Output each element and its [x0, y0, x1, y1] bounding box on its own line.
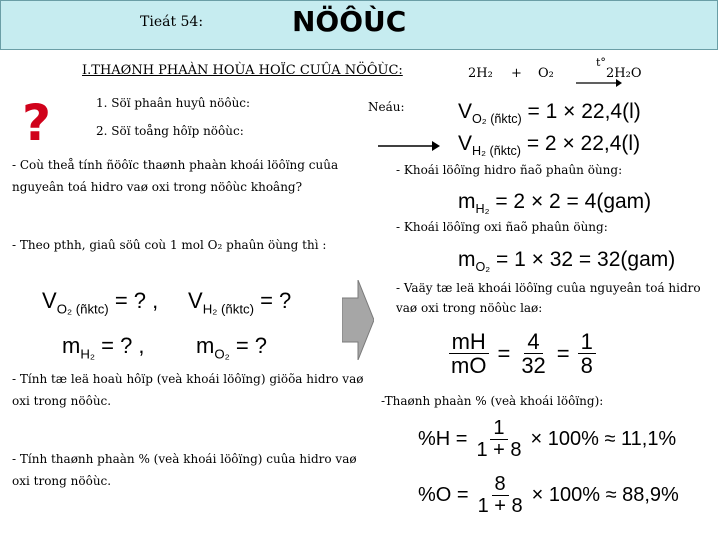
percent-oxygen-calc: %O = $\frac{8}{1 + 8}$ × 100% ≈ 88,9% [418, 473, 679, 517]
question-mark-icon: ? [22, 94, 52, 152]
ratio-numerator-3: 1 [578, 330, 596, 354]
formula-v-o2: $V_{O_2 (ñktc)}$ = ? , [42, 288, 159, 317]
ratio-denominator-3: 8 [580, 353, 593, 379]
section-heading: I.THAØNH PHAÀN HOÙA HOÏC CUÛA NÖÔÙC: [82, 63, 403, 78]
percent-hydrogen-calc: %H = $\frac{1}{1 + 8}$ × 100% ≈ 11,1% [418, 417, 677, 461]
mass-ratio-calc: $\frac{mH}{mO}$ = $\frac{4}{32}$ = $\frac{1}{8}$ [448, 330, 596, 377]
equation-product: 2H₂O [606, 66, 642, 81]
percent-label: -Thaønh phaàn % (veà khoái löôïng): [381, 394, 604, 408]
lesson-number: Tieát 54: [140, 14, 204, 30]
item-decomposition: 1. Söï phaân huyû nöôùc: [96, 96, 251, 110]
ratio-denominator-2: 32 [521, 353, 546, 379]
equation-reactant-o2: O₂ [538, 66, 554, 81]
formula-v-h2: $V_{H_2 (ñktc)}$ = ? [188, 288, 292, 317]
question-1: - Coù theå tính ñöôïc thaønh phaàn khoái löôïng cuûa nguyeân toá hidro vaø oxi trong nöôùc khoâng? [12, 158, 339, 194]
mass-hydrogen-label: - Khoái löôïng hidro ñaõ phaûn öùng: [396, 163, 623, 177]
big-right-arrow-icon [342, 280, 374, 360]
formula-m-o2: $m_{O_2}$ = ? [196, 333, 268, 362]
equation-plus: + [511, 66, 522, 81]
question-3: - Tính tæ leä hoaù hôïp (veà khoái löôïng) giöõa hidro vaø oxi trong nöôùc. [12, 372, 364, 408]
mass-h2-calc: $m_{H_2} = 2 \times 2 = 4(gam)$ [458, 190, 652, 217]
volume-o2-calc: $V_{O_2 (ñktc)} = 1 \times 22,4(l)$ [458, 100, 641, 127]
volume-h2-calc: $V_{H_2 (ñktc)} = 2 \times 22,4(l)$ [458, 132, 641, 159]
mass-ratio-label: - Vaäy tæ leä khoái löôïng cuûa nguyeân toá hidro vaø oxi trong nöôùc laø: [396, 281, 701, 315]
equation-reactant-h2: 2H₂ [468, 66, 493, 81]
ratio-numerator-2: 4 [524, 330, 542, 354]
formula-m-h2: $m_{H_2}$ = ? , [62, 333, 145, 362]
question-4: - Tính thaønh phaàn % (veà khoái löôïng) cuûa hidro vaø oxi trong nöôùc. [12, 452, 357, 488]
item-synthesis: 2. Söï toång hôïp nöôùc: [96, 124, 244, 138]
ratio-denominator-1: mO [451, 353, 487, 379]
neu-label: Neáu: [368, 100, 405, 114]
page-title: NÖÔÙC [292, 5, 407, 38]
arrow-to-volumes-icon [378, 140, 440, 152]
question-2: - Theo pthh, giaû söû coù 1 mol O₂ phaûn öùng thì : [12, 238, 327, 252]
mass-oxygen-label: - Khoái löôïng oxi ñaõ phaûn öùng: [396, 220, 608, 234]
mass-o2-calc: $m_{O_2} = 1 \times 32 = 32(gam)$ [458, 248, 676, 275]
ratio-numerator-1: mH [449, 330, 489, 354]
equation-condition: t° [596, 56, 606, 69]
